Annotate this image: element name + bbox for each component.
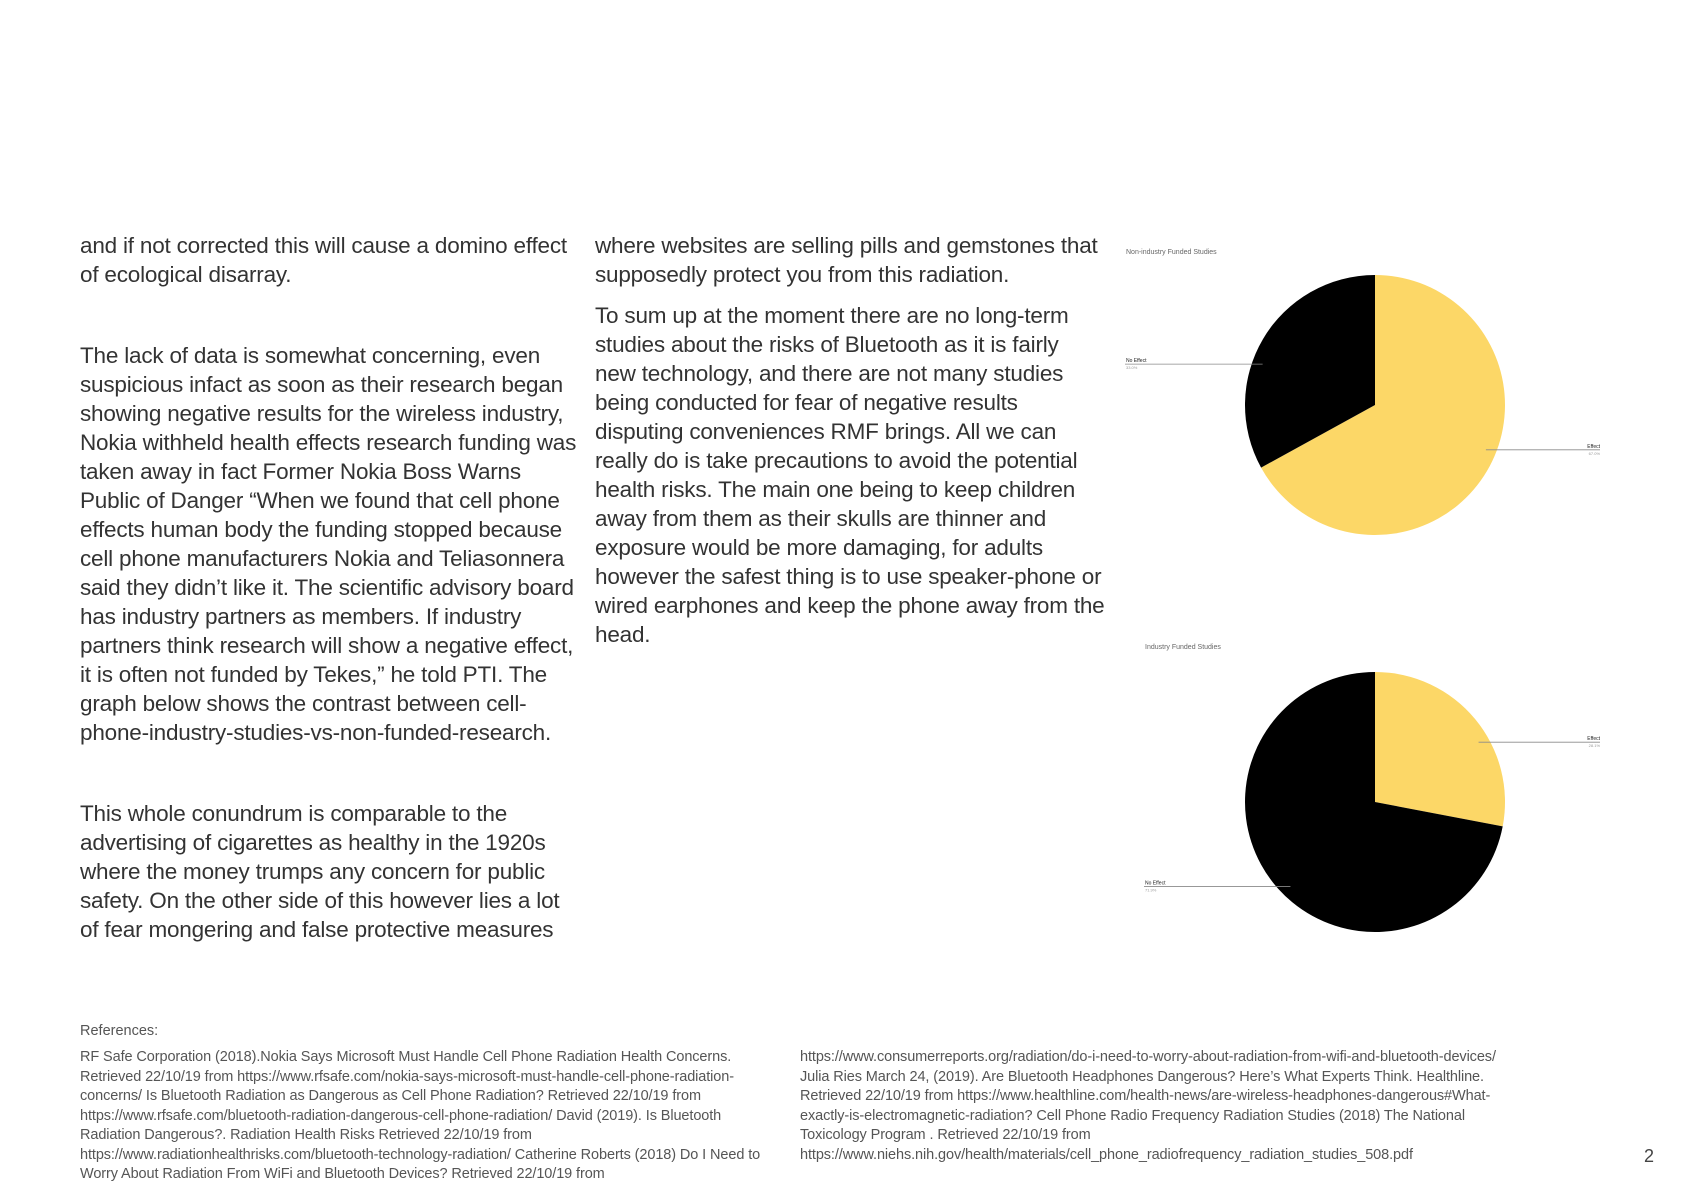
value-label-no-effect: 33.0%	[1126, 365, 1138, 371]
chart-title: Non-industry Funded Studies	[1126, 249, 1217, 256]
references-right-column: https://www.consumerreports.org/radiation/do-i-need-to-worry-about-radiation-from-wifi-and-bluetooth-devices/ Julia Ries March 24, (2019). Are Bluetooth Headphones Dangerous? Here’s What Experts Think. Healthline. Retrieved 22/10/19 from https://www.healthline.com/health-news/are-wireless-headphones-dangerous#What-exactly-is-electromagnetic-radiation? Cell Phone Radio Frequency Radiation Studies (2018) The National Toxicology Program . Retrieved 22/10/19 from https://www.niehs.nih.gov/health/materials/cell_phone_radiofrequency_radiation_studies_508.pdf	[800, 1049, 1496, 1163]
middle-paragraph-1: where websites are selling pills and gemstones that supposedly protect you from this radiation.	[595, 233, 1098, 287]
label-no-effect: No Effect	[1145, 880, 1166, 887]
pie-chart-industry	[1120, 640, 1620, 950]
value-label-effect: 28.1%	[1588, 743, 1600, 749]
label-effect: Effect	[1587, 443, 1600, 450]
middle-paragraph-2: To sum up at the moment there are no long-term studies about the risks of Bluetooth as it is fairly new technology, and there are not many studies being conducted for fear of negative results disputing conveniences RMF brings. All we can really do is take precautions to avoid the potential health risks. The main one being to keep children away from them as their skulls are thinner and exposure would be more damaging, for adults however the safest thing is to use speaker-phone or wired earphones and keep the phone away from the head.	[595, 303, 1105, 647]
references-left-column: RF Safe Corporation (2018).Nokia Says Microsoft Must Handle Cell Phone Radiation Health Concerns. Retrieved 22/10/19 from https://www.rfsafe.com/nokia-says-microsoft-must-handle-cell-phone-radiation-concerns/ Is Bluetooth Radiation as Dangerous as Cell Phone Radiation? Retrieved 22/10/19 from https://www.rfsafe.com/bluetooth-radiation-dangerous-cell-phone-radiation/ David (2019). Is Bluetooth Radiation Dangerous?. Radiation Health Risks Retrieved 22/10/19 from https://www.radiationhealthrisks.com/bluetooth-technology-radiation/ Catherine Roberts (2018) Do I Need to Worry About Radiation From WiFi and Bluetooth Devices? Retrieved 22/10/19 from	[80, 1049, 761, 1182]
chart-title: Industry Funded Studies	[1145, 644, 1221, 651]
left-paragraph-3: This whole conundrum is comparable to the advertising of cigarettes as healthy in the 1920s where the money trumps any concern for public safety. On the other side of this however lies a lot of fear mongering and false protective measures	[80, 801, 560, 942]
pie-slice-effect	[1375, 672, 1505, 826]
left-paragraph-1: and if not corrected this will cause a domino effect of ecological disarray.	[80, 233, 567, 287]
references-heading: References:	[80, 1023, 159, 1039]
label-no-effect: No Effect	[1126, 358, 1147, 365]
middle-column	[595, 231, 1105, 649]
page-number: 2	[1643, 1146, 1654, 1166]
left-column	[80, 231, 580, 944]
left-paragraph-2: The lack of data is somewhat concerning, even suspicious infact as soon as their research began showing negative results for the wireless industry, Nokia withheld health effects research funding was taken away in fact Former Nokia Boss Warns Public of Danger “When we found that cell phone effects human body the funding stopped because cell phone manufacturers Nokia and Teliasonnera said they didn’t like it. The scientific advisory board has industry partners as members. If industry partners think research will show a negative effect, it is often not funded by Tekes,” he told PTI. The graph below shows the contrast between cell-phone-industry-studies-vs-non-funded-research.	[80, 343, 577, 745]
value-label-no-effect: 71.9%	[1145, 887, 1157, 893]
value-label-effect: 67.0%	[1588, 450, 1600, 456]
label-effect: Effect	[1587, 736, 1600, 743]
pie-chart-non-industry	[1120, 245, 1620, 555]
